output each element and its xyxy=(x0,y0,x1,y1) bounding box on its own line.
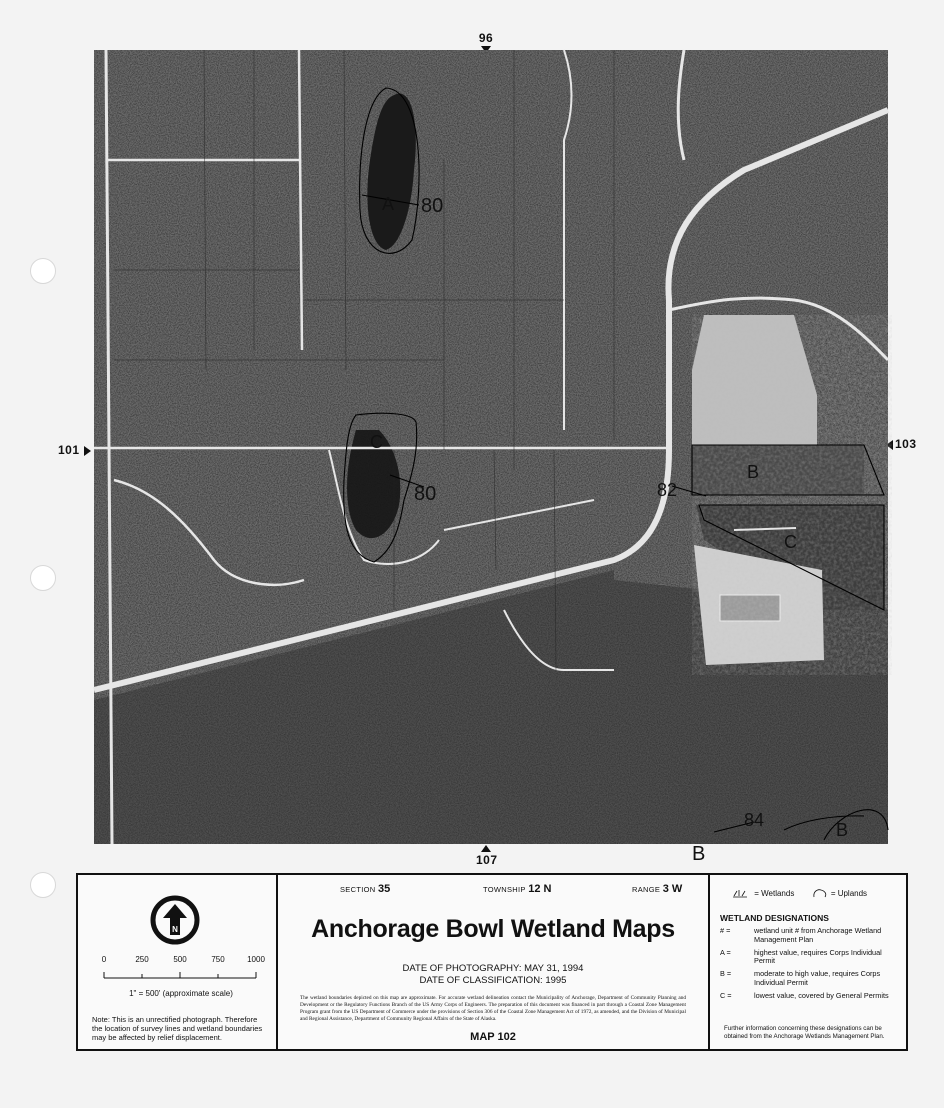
designation-label: B xyxy=(836,820,849,840)
designation-item xyxy=(720,970,900,988)
disclaimer: The wetland boundaries depicted on this map are approximate. For accurate wetland delineation contact the Municipality of Anchorage, Department of Community Planning and Development or the Regulatory Functions Branch of the US Army Corps of Engineers. The preparation of this document was financed in part through a Coastal Zone Management Program grant from the US Department of Commerce under the provisions of Section 306 of the Coastal Zone Management Act of 1972, as amended, and the Division of Municipal and Regional Assistance, Department of Community Regional Affairs of the State of Alaska. xyxy=(300,995,686,1022)
designations-title: WETLAND DESIGNATIONS xyxy=(720,913,829,923)
scale-note: 1" = 500' (approximate scale) xyxy=(129,989,233,998)
designation-text: moderate to high value, requires Corps Individual Permit xyxy=(754,969,881,987)
unit-label: 80 xyxy=(421,195,444,217)
edge-label-left-text: 101 xyxy=(58,443,80,457)
range-info xyxy=(632,883,682,895)
further-info: Further information concerning these designations can be obtained from the Anchorage Wetlands Management Plan. xyxy=(724,1025,885,1040)
date-classification: DATE OF CLASSIFICATION: 1995 xyxy=(419,974,567,986)
unit-label: 84 xyxy=(744,810,765,830)
scale-tick-label: 0 xyxy=(101,955,107,964)
designations-list xyxy=(720,927,900,1004)
arrow-right-icon xyxy=(84,446,91,456)
scale-tick-label: 250 xyxy=(135,955,149,964)
legend-title-panel xyxy=(278,875,710,1049)
designation-item xyxy=(720,949,900,967)
binder-hole xyxy=(30,872,56,898)
designation-code: # = xyxy=(720,926,731,935)
section-value: 35 xyxy=(377,883,391,895)
binder-hole xyxy=(30,258,56,284)
scale-bar xyxy=(100,955,265,998)
edge-label-left[interactable] xyxy=(58,443,91,457)
unit-label: 80 xyxy=(414,483,437,505)
edge-label-top-text: 96 xyxy=(478,31,494,45)
designation-label: C xyxy=(370,432,383,452)
binder-hole xyxy=(30,565,56,591)
township-info xyxy=(483,883,551,895)
designation-code: A = xyxy=(720,947,731,957)
upland-symbol-icon xyxy=(811,888,829,900)
designation-label: B xyxy=(692,843,706,865)
symbol-key xyxy=(732,888,867,900)
designation-label: C xyxy=(784,532,797,552)
scale-line xyxy=(100,970,262,980)
dates xyxy=(278,963,708,987)
uplands-key-label: = Uplands xyxy=(830,889,868,899)
scale-tick-label: 500 xyxy=(173,955,187,964)
wetlands-key-label: = Wetlands xyxy=(754,889,795,899)
designation-item xyxy=(720,927,900,945)
designation-label: B xyxy=(747,462,760,482)
arrow-up-icon xyxy=(481,845,491,852)
designation-code: B = xyxy=(720,969,732,978)
legend-designations-panel xyxy=(710,875,906,1049)
designation-text: wetland unit # from Anchorage Wetland Management Plan xyxy=(754,926,882,944)
scale-ticks xyxy=(100,955,265,967)
svg-text:N: N xyxy=(172,925,178,934)
date-photography: DATE OF PHOTOGRAPHY: MAY 31, 1994 xyxy=(402,963,584,974)
section-info xyxy=(340,883,390,895)
map-title: Anchorage Bowl Wetland Maps xyxy=(311,915,675,943)
unit-label: 82 xyxy=(657,480,678,500)
township-value: 12 N xyxy=(528,883,552,895)
wetland-symbol-icon xyxy=(732,888,752,900)
scale-tick-label: 1000 xyxy=(247,955,265,964)
edge-label-right-text: 103 xyxy=(895,437,917,451)
designation-text: highest value, requires Corps Individual Permit xyxy=(754,947,882,966)
range-value: 3 W xyxy=(662,883,683,895)
range-label: RANGE xyxy=(632,885,661,894)
township-label: TOWNSHIP xyxy=(483,885,526,894)
scale-tick-label: 750 xyxy=(211,955,225,964)
legend-panel xyxy=(76,873,908,1051)
edge-label-bottom[interactable] xyxy=(476,845,496,867)
photo-note: Note: This is an unrectified photograph. Therefore the location of survey lines and wetland boundaries may be affected by relief displacement. xyxy=(92,1015,263,1042)
designation-code: C = xyxy=(720,990,732,1000)
designation-item xyxy=(720,992,900,1001)
legend-scale-panel xyxy=(78,875,278,1049)
designation-label: A xyxy=(382,194,395,214)
edge-label-bottom-text: 107 xyxy=(476,853,498,867)
map-number: MAP 102 xyxy=(470,1031,516,1043)
section-label: SECTION xyxy=(340,885,376,894)
designation-text: lowest value, covered by General Permits xyxy=(754,990,889,1000)
north-arrow-icon xyxy=(150,895,200,945)
